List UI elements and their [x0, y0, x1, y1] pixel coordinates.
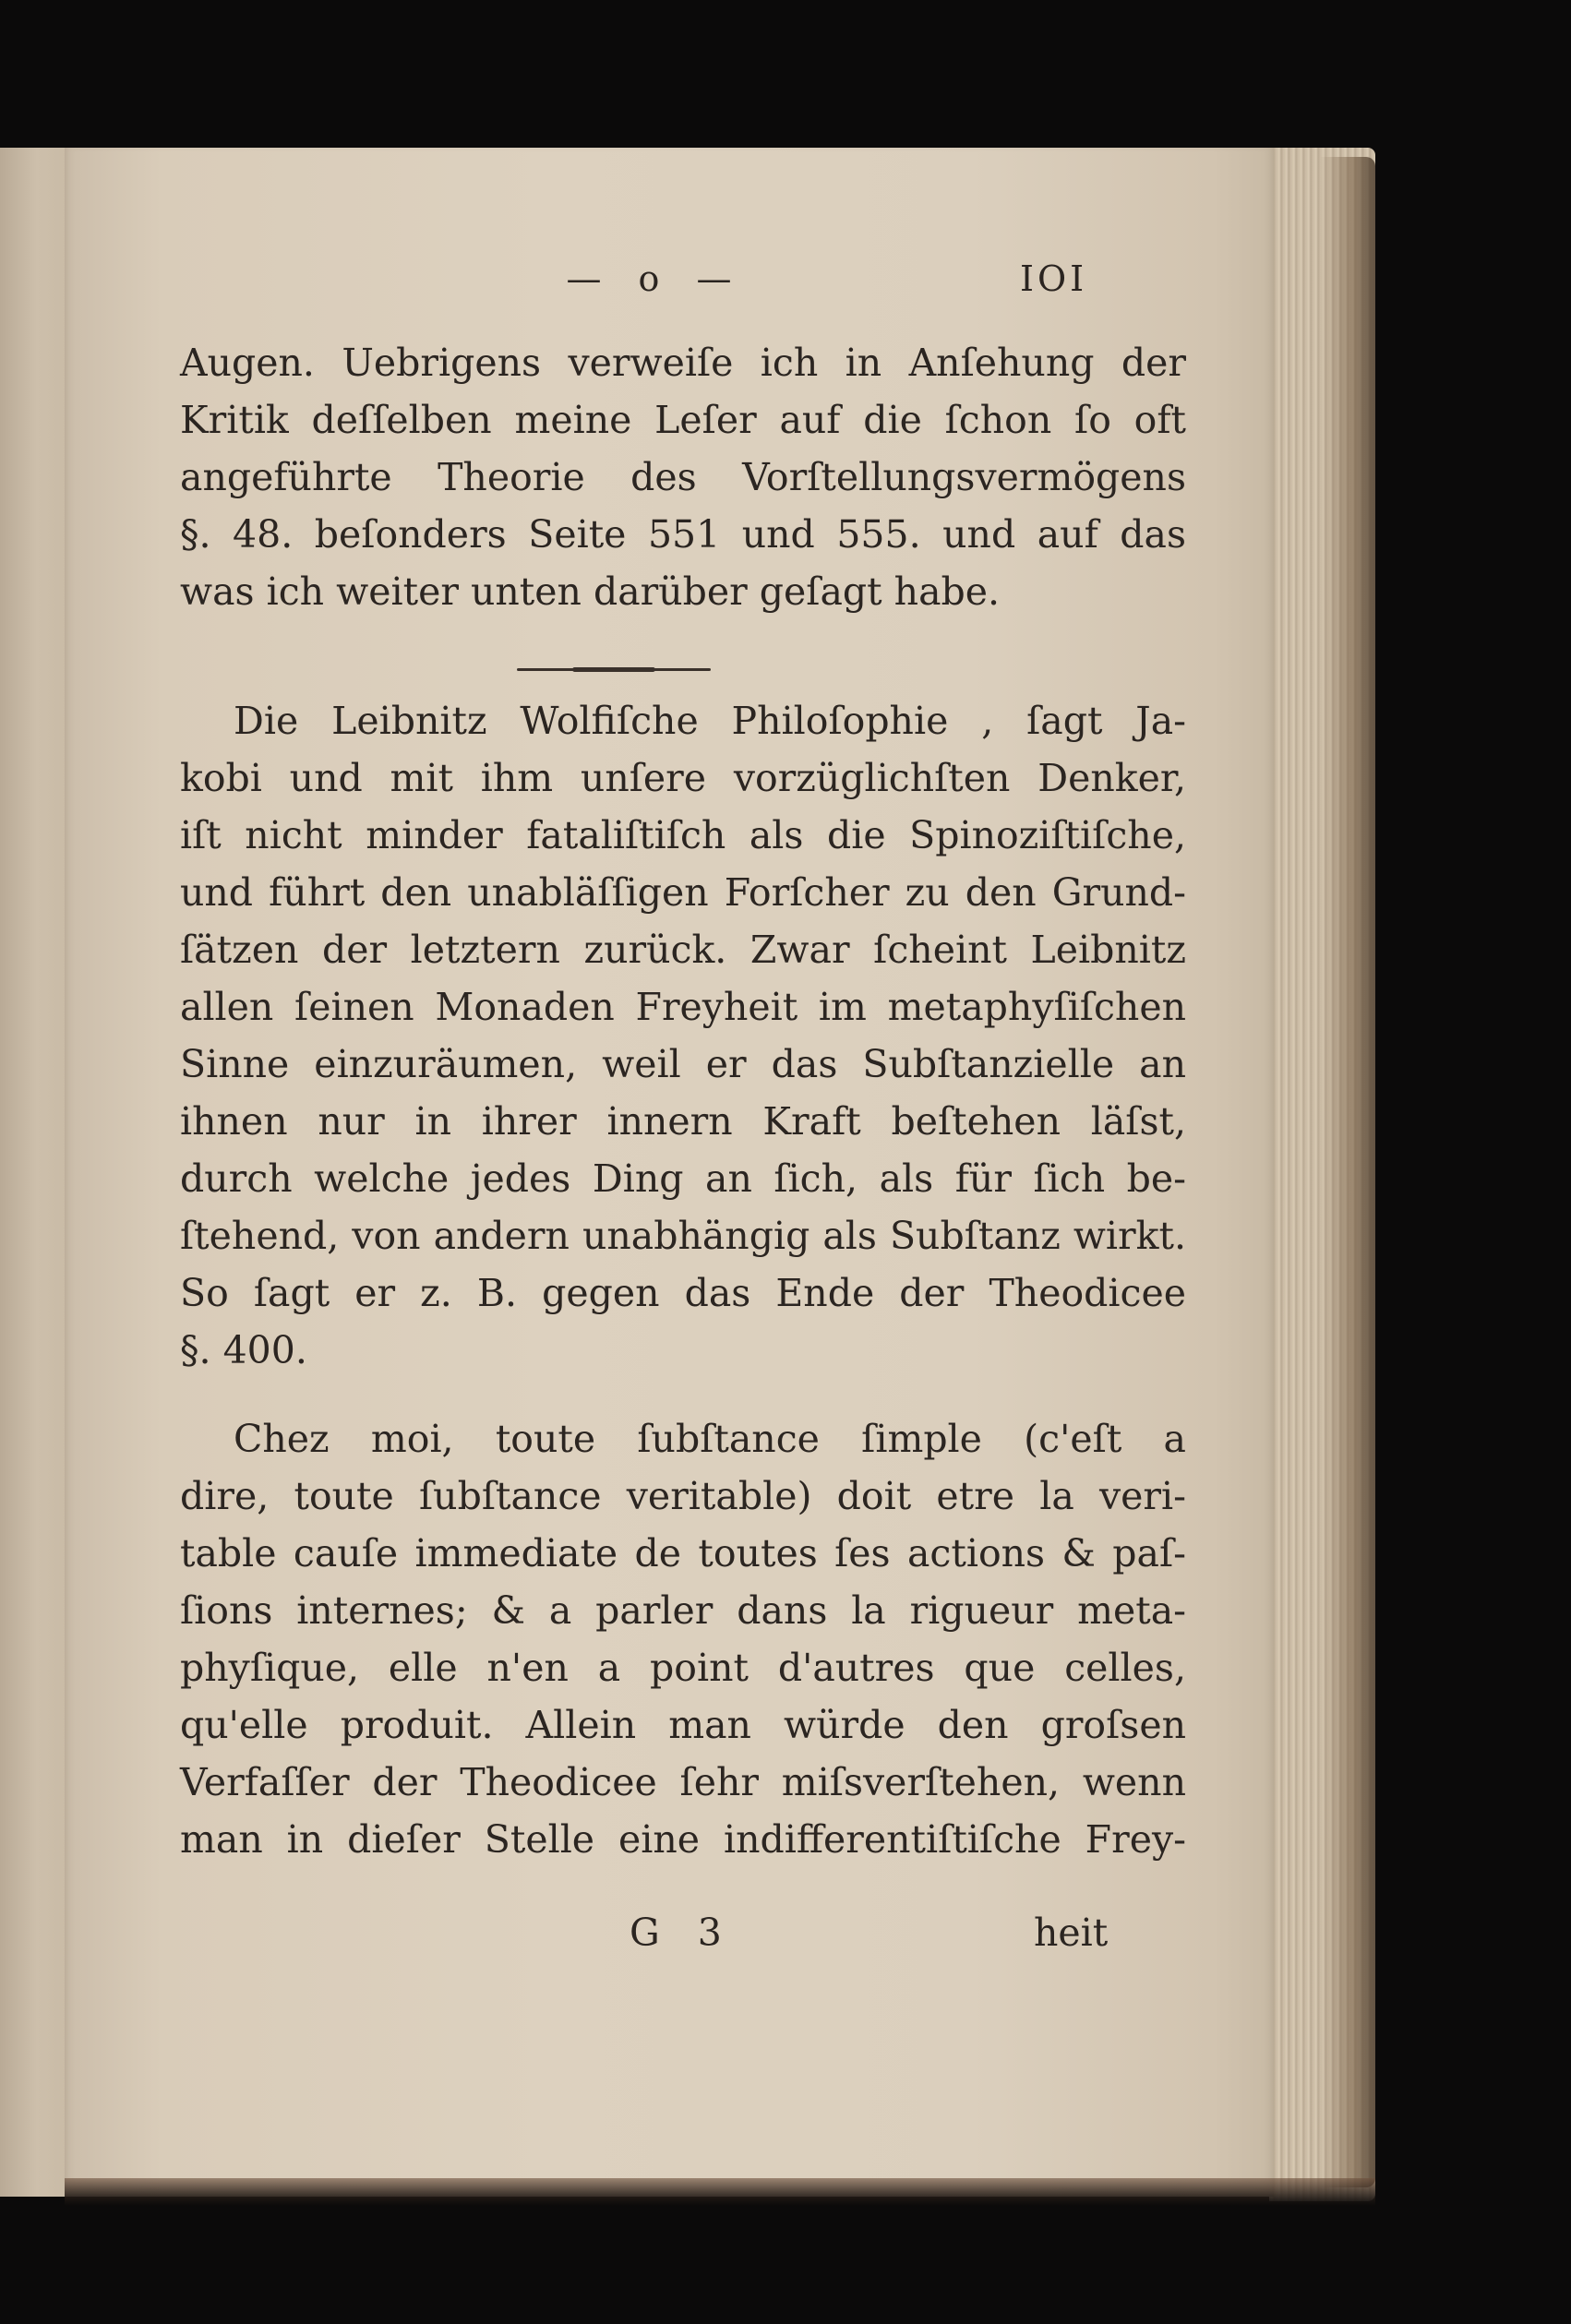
page-number: IOI [1020, 258, 1088, 299]
text-line: ſtehend, von andern unabhängig als Subſtanz wirkt. [180, 1214, 1186, 1258]
text-line: ihnen nur in ihrer innern Kraft beſtehen läſst, [180, 1099, 1186, 1144]
text-line: phyſique, elle n'en a point d'autres que celles, [180, 1646, 1186, 1690]
text-line: Sinne einzuräumen, weil er das Subſtanzielle an [180, 1042, 1186, 1086]
book-page [65, 148, 1274, 2197]
page-edge-shadow [1320, 157, 1375, 2187]
text-line: So ſagt er z. B. gegen das Ende der Theodicee [180, 1271, 1186, 1315]
text-line: Verfaſſer der Theodicee ſehr miſsverſtehen, wenn [180, 1760, 1186, 1804]
header-ornament: — o — [566, 258, 745, 299]
signature-mark: G 3 [630, 1911, 735, 1955]
text-line: Chez moi, toute ſubſtance ſimple (c'eſt a [234, 1417, 1186, 1461]
text-line: angeführte Theorie des Vorſtellungsvermögens [180, 455, 1186, 499]
text-line: Die Leibnitz Wolfiſche Philoſophie , ſagt Ja- [234, 699, 1186, 743]
text-line: table cauſe immediate de toutes ſes actions & paſ- [180, 1531, 1186, 1575]
text-line: §. 48. beſonders Seite 551 und 555. und auf das [180, 512, 1186, 557]
text-line: ſätzen der letztern zurück. Zwar ſcheint Leibnitz [180, 928, 1186, 972]
text-line: allen ſeinen Monaden Freyheit im metaphyſiſchen [180, 985, 1186, 1029]
text-line: ſions internes; & a parler dans la rigueur meta- [180, 1588, 1186, 1633]
text-line: kobi und mit ihm unſere vorzüglichſten Denker, [180, 756, 1186, 800]
text-line: iſt nicht minder fataliſtiſch als die Spinoziſtiſche, [180, 813, 1186, 857]
text-line: man in dieſer Stelle eine indifferentiſtiſche Frey- [180, 1817, 1186, 1862]
text-line: Kritik deſſelben meine Leſer auf die ſchon ſo oft [180, 398, 1186, 442]
text-line: durch welche jedes Ding an ſich, als für ſich be- [180, 1156, 1186, 1201]
text-line: §. 400. [180, 1328, 307, 1372]
page-header [65, 258, 1274, 314]
text-line: dire, toute ſubſtance veritable) doit etre la veri- [180, 1474, 1186, 1518]
text-line: was ich weiter unten darüber geſagt habe. [180, 569, 1001, 614]
text-line: Augen. Uebrigens verweiſe ich in Anſehung der [180, 341, 1186, 385]
text-line: qu'elle produit. Allein man würde den groſsen [180, 1703, 1186, 1747]
section-divider [517, 668, 711, 671]
page-bottom-shadow [65, 2178, 1375, 2206]
text-line: und führt den unabläſſigen Forſcher zu den Grund- [180, 870, 1186, 915]
page-footer [65, 1911, 1274, 1966]
catchword: heit [1034, 1911, 1109, 1955]
